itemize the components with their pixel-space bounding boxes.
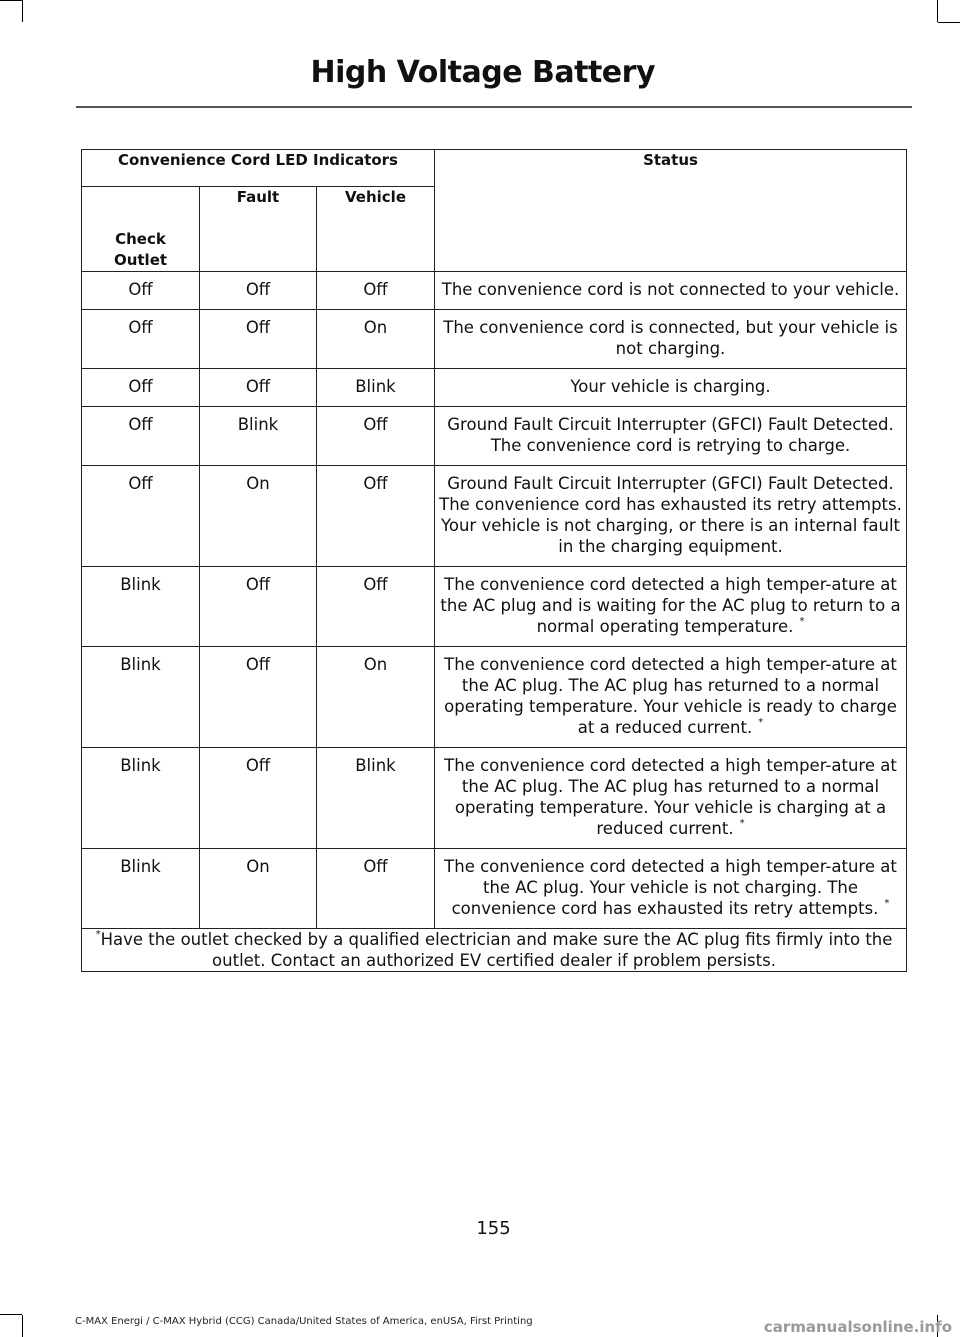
check-outlet-cell: Off (82, 310, 200, 369)
vehicle-cell: Blink (317, 369, 435, 407)
watermark: carmanualsonline.info (763, 1318, 952, 1336)
status-text: The convenience cord detected a high temper-ature at the AC plug. Your vehicle is not charging. The convenience cord has exhausted its retry attempts. (444, 857, 897, 918)
table-row (82, 407, 907, 466)
table-row (82, 567, 907, 647)
table-row (82, 310, 907, 369)
table-row (82, 748, 907, 849)
table-row (82, 849, 907, 929)
check-outlet-cell: Off (82, 272, 200, 310)
footnote-text: Have the outlet checked by a qualified electrician and make sure the AC plug fits firmly into the outlet. Contact an authorized EV certified dealer if problem persists. (100, 930, 893, 970)
status-text: Ground Fault Circuit Interrupter (GFCI) Fault Detected. (447, 474, 894, 493)
table-row (82, 369, 907, 407)
group-header: Convenience Cord LED Indicators (82, 150, 435, 187)
crop-mark (0, 1314, 22, 1315)
fault-cell: Off (200, 748, 317, 849)
vehicle-cell: On (317, 647, 435, 748)
led-indicator-table (81, 149, 907, 972)
crop-mark (938, 22, 960, 23)
status-text: Your vehicle is charging. (570, 377, 771, 396)
status-cell (435, 849, 907, 929)
status-cell (435, 748, 907, 849)
check-outlet-cell: Blink (82, 567, 200, 647)
table-row (82, 272, 907, 310)
fault-cell: Blink (200, 407, 317, 466)
status-text: Ground Fault Circuit Interrupter (GFCI) Fault Detected. (447, 415, 894, 434)
check-outlet-cell: Blink (82, 647, 200, 748)
vehicle-cell: Off (317, 466, 435, 567)
check-outlet-cell: Off (82, 407, 200, 466)
vehicle-cell: Off (317, 567, 435, 647)
table-row (82, 647, 907, 748)
status-text: The convenience cord detected a high temper-ature at the AC plug. The AC plug has returned to a normal operating temperature. Your vehicle is charging at a reduced current. (444, 756, 897, 838)
fault-cell: Off (200, 310, 317, 369)
crop-mark (937, 0, 938, 22)
vehicle-cell: Off (317, 272, 435, 310)
status-text: The convenience cord detected a high temper-ature at the AC plug. The AC plug has returned to a normal operating temperature. Your vehicle is ready to charge at a reduced current. (444, 655, 897, 737)
check-outlet-cell: Blink (82, 748, 200, 849)
footnote-reference: * (884, 898, 890, 909)
check-outlet-cell: Off (82, 369, 200, 407)
vehicle-cell: Off (317, 849, 435, 929)
vehicle-cell: Off (317, 407, 435, 466)
footnote-reference: * (739, 818, 745, 829)
footnote-reference: * (799, 616, 805, 627)
status-cell (435, 310, 907, 369)
status-text: The convenience cord is retrying to charge. (490, 436, 851, 455)
fault-cell: On (200, 849, 317, 929)
status-cell (435, 647, 907, 748)
column-header-check-outlet: Check Outlet (82, 187, 200, 272)
page-title: High Voltage Battery (310, 55, 655, 90)
status-cell (435, 272, 907, 310)
status-text: The convenience cord detected a high temper-ature at the AC plug and is waiting for the AC plug to return to a normal operating temperature. (440, 575, 901, 636)
status-header: Status (435, 150, 907, 272)
crop-mark (0, 0, 22, 1)
status-text: The convenience cord is connected, but your vehicle is not charging. (443, 318, 898, 358)
footnote-mark: * (95, 929, 101, 940)
vehicle-cell: Blink (317, 748, 435, 849)
fault-cell: Off (200, 369, 317, 407)
column-header-fault: Fault (200, 187, 317, 272)
status-cell (435, 466, 907, 567)
status-text: The convenience cord is not connected to your vehicle. (441, 280, 900, 299)
fault-cell: On (200, 466, 317, 567)
status-text: The convenience cord has exhausted its retry attempts. Your vehicle is not charging, or there is an internal fault in the charging equipment. (439, 495, 902, 556)
fault-cell: Off (200, 272, 317, 310)
check-outlet-cell: Off (82, 466, 200, 567)
fault-cell: Off (200, 647, 317, 748)
table-row (82, 466, 907, 567)
footnote-reference: * (758, 717, 764, 728)
status-cell (435, 369, 907, 407)
footer-text: C-MAX Energi / C-MAX Hybrid (CCG) Canada/United States of America, enUSA, First Printing (75, 1316, 533, 1327)
page-number: 155 (476, 1218, 511, 1239)
header-divider (76, 106, 912, 108)
crop-mark (22, 0, 23, 22)
fault-cell: Off (200, 567, 317, 647)
crop-mark (22, 1315, 23, 1337)
footnote (82, 929, 907, 972)
check-outlet-cell: Blink (82, 849, 200, 929)
vehicle-cell: On (317, 310, 435, 369)
column-header-vehicle: Vehicle (317, 187, 435, 272)
status-cell (435, 567, 907, 647)
status-cell (435, 407, 907, 466)
